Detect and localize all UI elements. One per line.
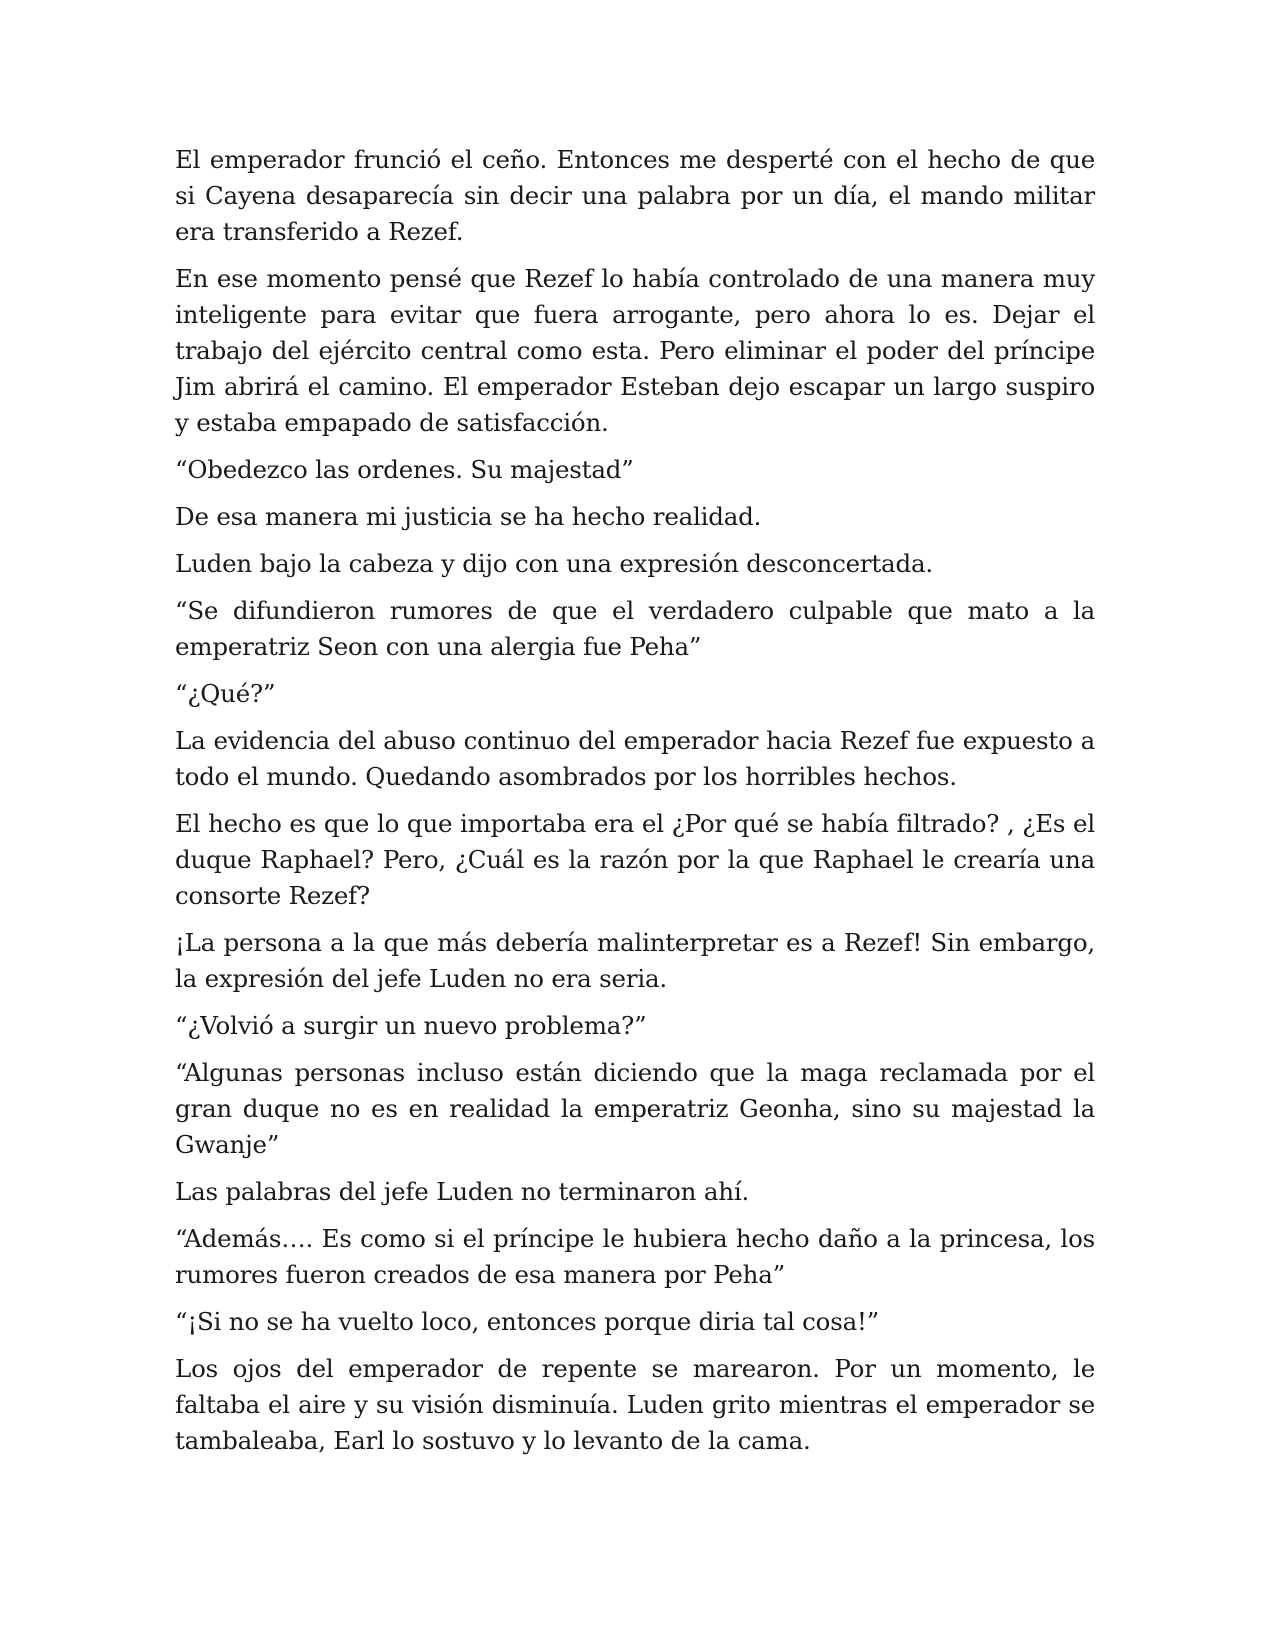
paragraph: El hecho es que lo que importaba era el ¿Por qué se había filtrado? , ¿Es el duque Raphael? Pero, ¿Cuál es la razón por la que Raphael le crearía una consorte Rezef?: [175, 809, 1095, 910]
paragraph: Luden bajo la cabeza y dijo con una expresión desconcertada.: [175, 549, 933, 578]
paragraph: “¡Si no se ha vuelto loco, entonces porque diria tal cosa!”: [175, 1307, 879, 1336]
paragraph: “Algunas personas incluso están diciendo que la maga reclamada por el gran duque no es en realidad la emperatriz Geonha, sino su majestad la Gwanje”: [175, 1058, 1095, 1159]
paragraph: ¡La persona a la que más debería malinterpretar es a Rezef! Sin embargo, la expresión del jefe Luden no era seria.: [175, 928, 1095, 993]
paragraph: En ese momento pensé que Rezef lo había controlado de una manera muy inteligente para evitar que fuera arrogante, pero ahora lo es. Dejar el trabajo del ejército central como esta. Pero eliminar el poder del príncipe Jim abrirá el camino. El emperador Esteban dejo escapar un largo suspiro y estaba empapado de satisfacción.: [175, 264, 1095, 437]
paragraph: “¿Qué?”: [175, 679, 276, 708]
paragraph: El emperador frunció el ceño. Entonces me desperté con el hecho de que si Cayena desaparecía sin decir una palabra por un día, el mando militar era transferido a Rezef.: [175, 145, 1095, 246]
paragraph: “Se difundieron rumores de que el verdadero culpable que mato a la emperatriz Seon con una alergia fue Peha”: [175, 596, 1095, 661]
document-body: [175, 142, 1095, 1470]
paragraph: Los ojos del emperador de repente se marearon. Por un momento, le faltaba el aire y su visión disminuía. Luden grito mientras el emperador se tambaleaba, Earl lo sostuvo y lo levanto de la cama.: [175, 1354, 1095, 1455]
paragraph: Las palabras del jefe Luden no terminaron ahí.: [175, 1177, 750, 1206]
paragraph: “Además…. Es como si el príncipe le hubiera hecho daño a la princesa, los rumores fueron creados de esa manera por Peha”: [175, 1224, 1095, 1289]
paragraph: La evidencia del abuso continuo del emperador hacia Rezef fue expuesto a todo el mundo. Quedando asombrados por los horribles hechos.: [175, 726, 1095, 791]
paragraph: “Obedezco las ordenes. Su majestad”: [175, 455, 634, 484]
paragraph: De esa manera mi justicia se ha hecho realidad.: [175, 502, 762, 531]
paragraph: “¿Volvió a surgir un nuevo problema?”: [175, 1011, 647, 1040]
